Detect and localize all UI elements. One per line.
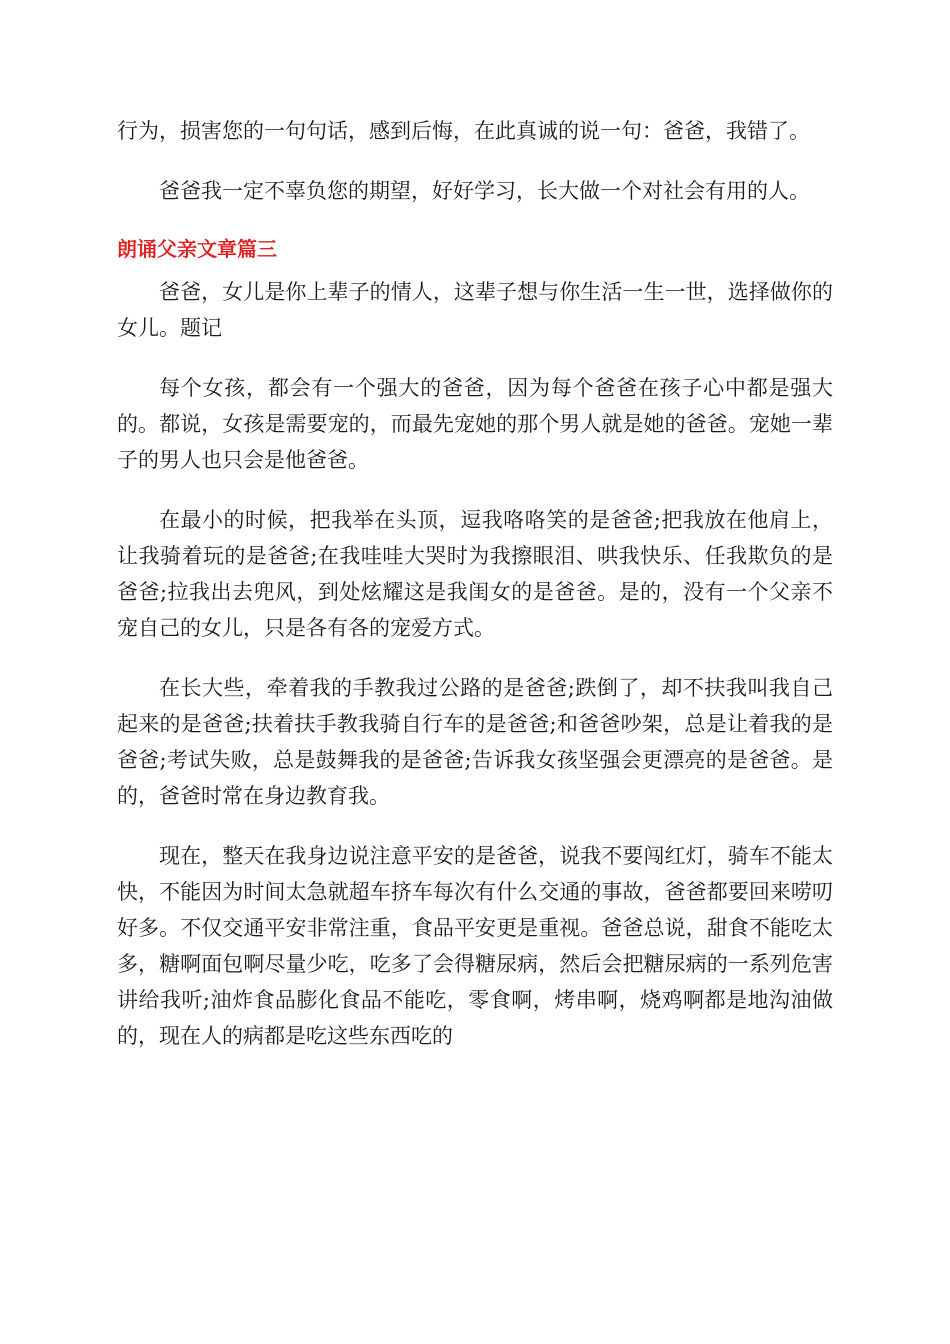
paragraph: 爸爸我一定不辜负您的期望，好好学习，长大做一个对社会有用的人。 xyxy=(159,179,810,203)
section-heading: 朗诵父亲文章篇三 xyxy=(117,237,277,261)
paragraph: 在最小的时候，把我举在头顶，逗我咯咯笑的是爸爸;把我放在他肩上，让我骑着玩的是爸爸;在我哇哇大哭时为我擦眼泪、哄我快乐、任我欺负的是爸爸;拉我出去兜风，到处炫耀这是我闺女的是爸爸。是的，没有一个父亲不宠自己的女儿，只是各有各的宠爱方式。 xyxy=(117,508,833,640)
paragraph-epigraph: 爸爸，女儿是你上辈子的情人，这辈子想与你生活一生一世，选择做你的女儿。题记 xyxy=(117,280,833,340)
paragraph: 每个女孩，都会有一个强大的爸爸，因为每个爸爸在孩子心中都是强大的。都说，女孩是需要宠的，而最先宠她的那个男人就是她的爸爸。宠她一辈子的男人也只会是他爸爸。 xyxy=(117,376,833,472)
document-page xyxy=(117,113,833,1078)
paragraph: 在长大些，牵着我的手教我过公路的是爸爸;跌倒了，却不扶我叫我自己起来的是爸爸;扶着扶手教我骑自行车的是爸爸;和爸爸吵架，总是让着我的是爸爸;考试失败，总是鼓舞我的是爸爸;告诉我女孩坚强会更漂亮的是爸爸。是的，爸爸时常在身边教育我。 xyxy=(117,676,833,808)
paragraph-continued: 行为，损害您的一句句话，感到后悔，在此真诚的说一句：爸爸，我错了。 xyxy=(117,119,810,143)
paragraph: 现在，整天在我身边说注意平安的是爸爸，说我不要闯红灯，骑车不能太快，不能因为时间太急就超车挤车每次有什么交通的事故，爸爸都要回来唠叨好多。不仅交通平安非常注重，食品平安更是重视。爸爸总说，甜食不能吃太多，糖啊面包啊尽量少吃，吃多了会得糖尿病，然后会把糖尿病的一系列危害讲给我听;油炸食品膨化食品不能吃，零食啊，烤串啊，烧鸡啊都是地沟油做的，现在人的病都是吃这些东西吃的 xyxy=(117,844,833,1048)
